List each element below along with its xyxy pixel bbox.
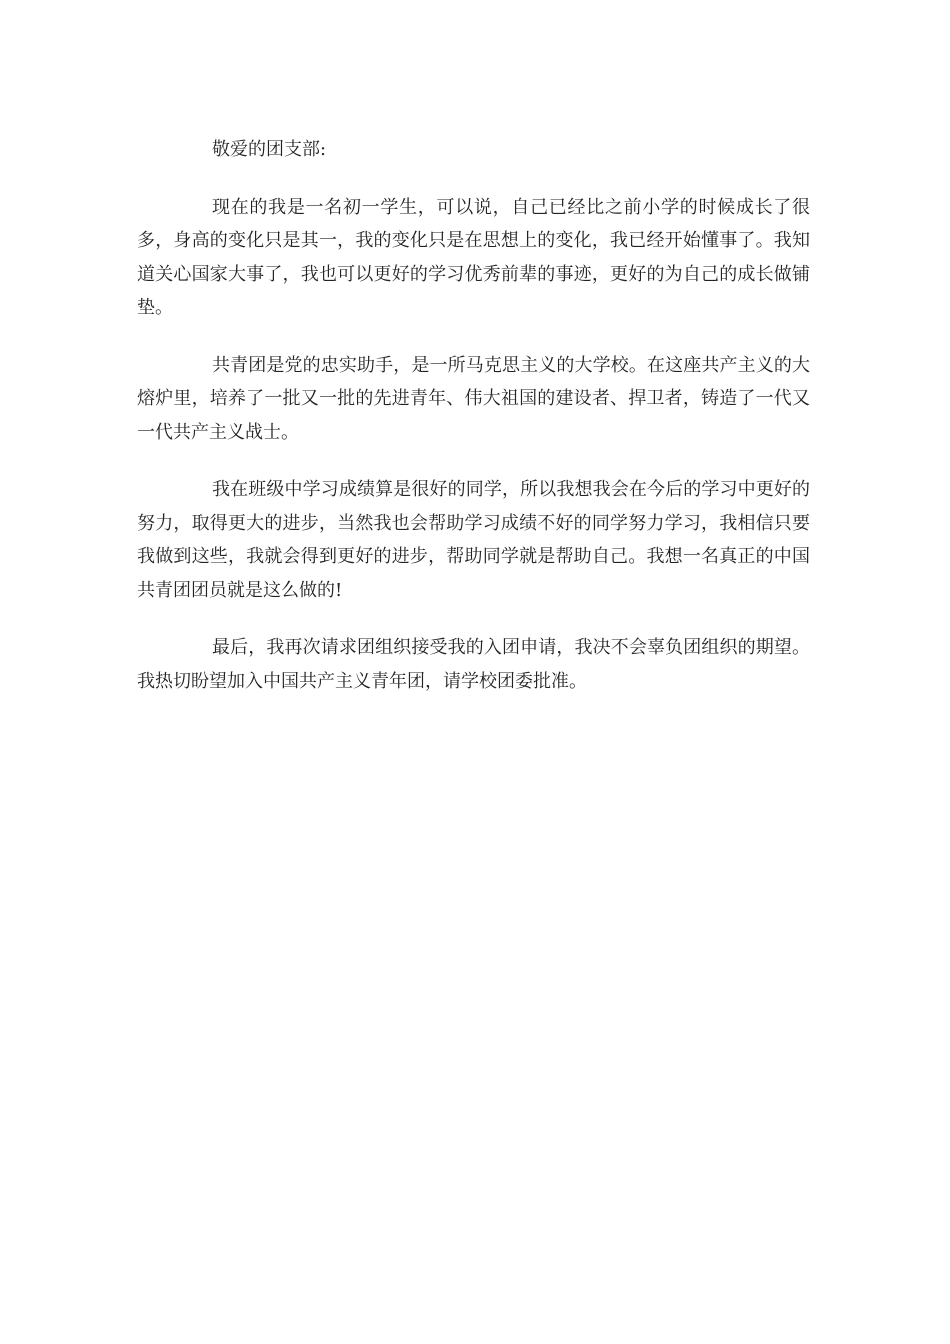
paragraph-2: 共青团是党的忠实助手，是一所马克思主义的大学校。在这座共产主义的大熔炉里，培养了一批又一批的先进青年、伟大祖国的建设者、捍卫者，铸造了一代又一代共产主义战士。 xyxy=(137,354,810,443)
salutation: 敬爱的团支部: xyxy=(212,139,327,160)
paragraph-1: 现在的我是一名初一学生，可以说，自己已经比之前小学的时候成长了很多，身高的变化只是其一，我的变化只是在思想上的变化，我已经开始懂事了。我知道关心国家大事了，我也可以更好的学习优秀前辈的事迹，更好的为自己的成长做铺垫。 xyxy=(137,196,810,318)
paragraph-4: 最后，我再次请求团组织接受我的入团申请，我决不会辜负团组织的期望。我热切盼望加入中国共产主义青年团，请学校团委批准。 xyxy=(137,637,810,692)
letter-body xyxy=(137,133,810,698)
paragraph-3: 我在班级中学习成绩算是很好的同学，所以我想我会在今后的学习中更好的努力，取得更大的进步，当然我也会帮助学习成绩不好的同学努力学习，我相信只要我做到这些，我就会得到更好的进步，帮助同学就是帮助自己。我想一名真正的中国共青团团员就是这么做的! xyxy=(137,479,810,601)
